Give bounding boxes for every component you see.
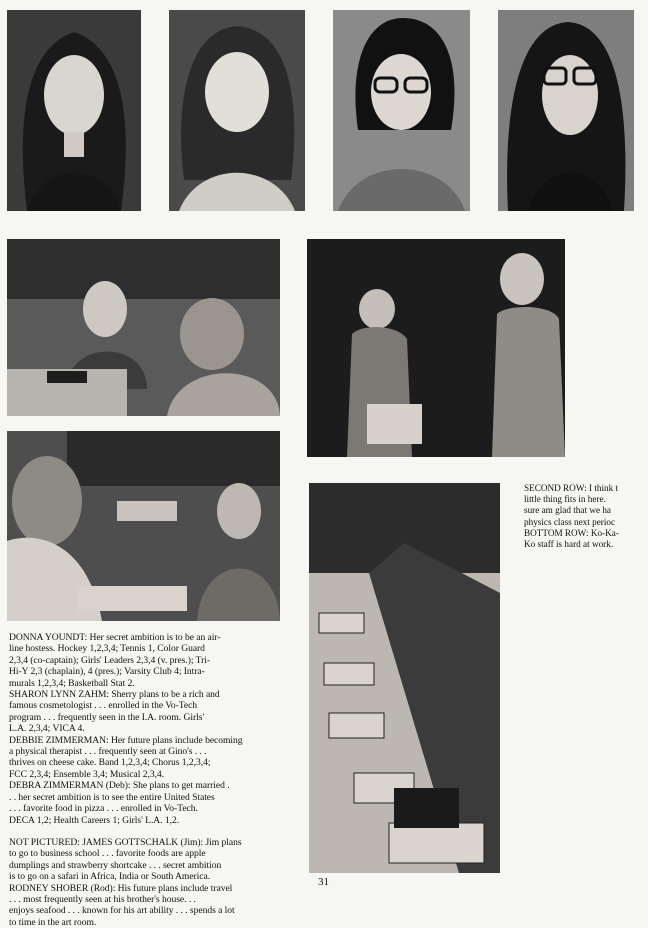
bio-line: . . her secret ambition is to see the entire United States	[9, 791, 215, 803]
bio-line: line hostess. Hockey 1,2,3,4; Tennis 1, Color Guard	[9, 643, 205, 655]
bio-line: 2,3,4 (co-captain); Girls' Leaders 2,3,4 (v. pres.); Tri-	[9, 654, 211, 666]
bio-line: . . . favorite food in pizza . . . enrolled in Vo-Tech.	[9, 803, 198, 815]
not-pictured-line: to go to business school . . . favorite foods are apple	[9, 848, 206, 860]
portrait-debbie-zimmerman	[333, 10, 470, 211]
bio-line: program . . . frequently seen in the I.A. room. Girls'	[9, 711, 205, 723]
photo-students-workshop	[7, 239, 280, 416]
portrait-debra-zimmerman	[498, 10, 634, 211]
bio-line: FCC 2,3,4; Ensemble 3,4; Musical 2,3,4.	[9, 768, 165, 780]
bio-line: SHARON LYNN ZAHM: Sherry plans to be a rich and	[9, 689, 220, 701]
not-pictured-line: . . . most frequently seen at his brother's house. . .	[9, 893, 196, 905]
bio-line: thrives on cheese cake. Band 1,2,3,4; Chorus 1,2,3,4;	[9, 757, 211, 769]
not-pictured-line: RODNEY SHOBER (Rod): His future plans include travel	[9, 882, 233, 894]
portrait-sharon-lynn-zahm	[169, 10, 305, 211]
bio-line: DEBRA ZIMMERMAN (Deb): She plans to get married .	[9, 780, 230, 792]
photo-books-on-floor	[309, 483, 500, 873]
not-pictured-line: enjoys seafood . . . known for his art ability . . . spends a lot	[9, 905, 235, 917]
not-pictured-line: to time in the art room.	[9, 916, 97, 928]
bio-line: a physical therapist . . . frequently seen at Gino's . . .	[9, 746, 207, 758]
not-pictured-line: NOT PICTURED: JAMES GOTTSCHALK (Jim): Jim plans	[9, 836, 242, 848]
photo-students-hallway	[307, 239, 565, 457]
bio-line: murals 1,2,3,4; Basketball Stat 2.	[9, 677, 135, 689]
bio-line: DEBBIE ZIMMERMAN: Her future plans include becoming	[9, 734, 243, 746]
not-pictured-line: dumplings and strawberry shortcake . . . secret ambition	[9, 859, 222, 871]
page-number: 31	[318, 876, 329, 888]
photo-caption: SECOND ROW: I think t little thing fits in here. sure am glad that we ha physics class next perioc BOTTOM ROW: Ko-Ka- Ko staff is hard at work.	[524, 483, 619, 550]
senior-biographies	[9, 632, 305, 928]
bio-line: famous cosmetologist . . . enrolled in the Vo-Tech	[9, 700, 198, 712]
bio-line: DECA 1,2; Health Careers 1; Girls' L.A. 1,2.	[9, 814, 180, 826]
bio-line: L.A. 2,3,4; VICA 4.	[9, 723, 85, 735]
photo-students-classroom	[7, 431, 280, 621]
bio-line: DONNA YOUNDT: Her secret ambition is to be an air-	[9, 632, 221, 643]
not-pictured-line: is to go on a safari in Africa, India or South America.	[9, 871, 211, 883]
portrait-donna-youndt	[7, 10, 141, 211]
bio-line: Hi-Y 2,3 (chaplain), 4 (pres.); Varsity Club 4; Intra-	[9, 666, 205, 678]
